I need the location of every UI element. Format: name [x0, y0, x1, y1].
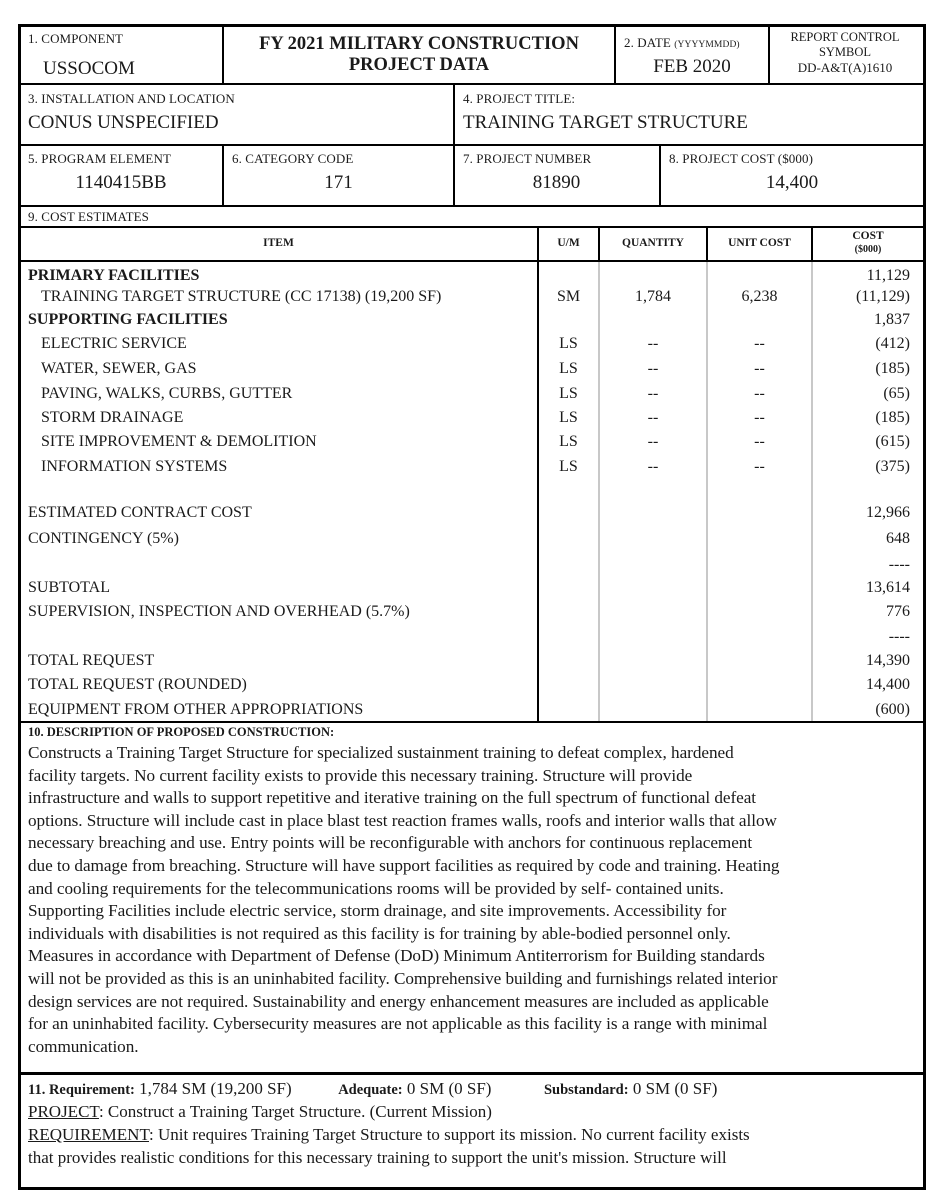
col-header-item: ITEM: [263, 237, 294, 249]
description-line: due to damage from breaching. Structure will have support facilities as required by code and training. Heating: [28, 855, 780, 875]
table-row-um: LS: [559, 385, 578, 402]
description-line: for an uninhabited facility. Cybersecurity measures are not applicable as this facility is a range with minimal: [28, 1014, 768, 1034]
table-row-um: [539, 310, 598, 330]
adequate-value: 0 SM (0 SF): [406, 1079, 492, 1098]
table-row-quantity: --: [647, 409, 659, 426]
table-row-um: LS: [559, 409, 578, 426]
table-row-unit-cost: --: [754, 409, 765, 426]
summary-row-cost: ----: [888, 628, 910, 645]
program-element-label: 5. PROGRAM ELEMENT: [28, 151, 171, 166]
table-row-quantity: [600, 310, 706, 330]
table-row-item: TRAINING TARGET STRUCTURE (CC 17138) (19,200 SF): [41, 288, 442, 305]
table-row-quantity: --: [647, 385, 659, 402]
installation-label: 3. INSTALLATION AND LOCATION: [28, 91, 235, 106]
date-label: [624, 35, 740, 51]
table-row-quantity: [600, 266, 706, 286]
table-row-quantity: 1,784: [635, 288, 671, 305]
table-row-cost: (185): [875, 409, 910, 426]
requirement-text-line2: that provides realistic conditions for this necessary training to support the unit's mission. Structure will: [28, 1148, 727, 1167]
rcs-line1: REPORT CONTROL: [790, 30, 900, 44]
summary-row-item: SUBTOTAL: [28, 579, 110, 596]
program-element-value: 1140415BB: [75, 172, 167, 193]
col-header-quantity: QUANTITY: [622, 237, 684, 249]
description-label: 10. DESCRIPTION OF PROPOSED CONSTRUCTION:: [28, 725, 335, 739]
table-row-um: LS: [559, 433, 578, 450]
description-line: necessary breaching and use. Entry points will be reconfigurable with anchors for continuous replacement: [28, 833, 753, 853]
table-row-item: STORM DRAINAGE: [41, 409, 184, 426]
form-title: [224, 34, 614, 76]
divider: [18, 721, 923, 723]
table-row-unit-cost: [708, 266, 811, 286]
summary-row-item: SUPERVISION, INSPECTION AND OVERHEAD (5.7%): [28, 603, 410, 620]
table-row-um: LS: [559, 360, 578, 377]
table-row-cost: (615): [875, 433, 910, 450]
table-row-cost: (375): [875, 458, 910, 475]
description-line: facility targets. No current facility exists to provide this necessary training. Structure will provide: [28, 765, 693, 785]
table-row-item: WATER, SEWER, GAS: [41, 360, 197, 377]
project-number-value: 81890: [532, 172, 581, 193]
table-row-um: LS: [559, 335, 578, 352]
summary-row-cost: 648: [886, 530, 910, 547]
requirement-value: 1,784 SM (19,200 SF): [139, 1079, 292, 1098]
table-row-item: ELECTRIC SERVICE: [41, 335, 187, 352]
table-row-um: LS: [559, 458, 578, 475]
form-title-line2: PROJECT DATA: [348, 55, 490, 75]
project-heading: PROJECT: [28, 1102, 99, 1121]
description-line: Constructs a Training Target Structure for specialized sustainment training to defeat complex, hardened: [28, 743, 734, 762]
divider: [18, 205, 923, 207]
divider: [18, 1072, 923, 1075]
report-control-symbol: [770, 30, 920, 75]
installation-value: CONUS UNSPECIFIED: [28, 112, 219, 133]
col-header-um: U/M: [557, 237, 580, 249]
substandard-label: Substandard:: [543, 1082, 629, 1098]
project-title-label: 4. PROJECT TITLE:: [463, 91, 576, 106]
table-row-unit-cost: 6,238: [741, 288, 778, 305]
cost-estimates-label: 9. COST ESTIMATES: [28, 209, 150, 224]
col-header-cost-line1: COST: [852, 230, 884, 242]
table-row-unit-cost: --: [754, 385, 765, 402]
project-text: : Construct a Training Target Structure. (Current Mission): [98, 1102, 492, 1121]
table-row-um: [539, 266, 598, 286]
description-line: options. Structure will include cast in place blast test reaction frames walls, roofs and interior walls that allow: [28, 810, 777, 830]
component-label: 1. COMPONENT: [28, 31, 124, 46]
table-row-unit-cost: --: [754, 433, 765, 450]
description-line: infrastructure and walls to support repetitive and iterative training on the full spectrum of functional defeat: [28, 788, 757, 808]
summary-row-cost: 14,400: [866, 676, 910, 693]
description-text: [28, 742, 923, 1058]
table-row-cost: (185): [875, 360, 910, 377]
table-row-unit-cost: --: [754, 458, 765, 475]
divider: [18, 83, 923, 85]
table-row-cost: (65): [883, 385, 910, 402]
table-row-cost: 11,129: [866, 267, 910, 284]
table-row-unit-cost: --: [754, 360, 765, 377]
table-row-um: SM: [556, 288, 581, 305]
table-row-quantity: --: [647, 360, 659, 377]
requirement-line: [28, 1078, 717, 1101]
summary-row-item: ESTIMATED CONTRACT COST: [28, 504, 252, 521]
requirement-heading: REQUIREMENT: [28, 1125, 149, 1144]
adequate-label: Adequate:: [338, 1082, 403, 1098]
table-row-quantity: --: [647, 433, 659, 450]
table-row-item: PAVING, WALKS, CURBS, GUTTER: [41, 385, 293, 402]
divider: [453, 85, 455, 145]
divider: [598, 261, 600, 722]
table-row-item: SUPPORTING FACILITIES: [28, 311, 228, 328]
summary-row-cost: 14,390: [866, 652, 910, 669]
summary-row-item: CONTINGENCY (5%): [28, 530, 179, 547]
category-code-value: 171: [324, 172, 353, 193]
table-row-cost: (412): [875, 335, 910, 352]
description-line: design services are not required. Sustainability and energy enhancement measures are included as applicable: [28, 991, 769, 1011]
project-number-label: 7. PROJECT NUMBER: [463, 151, 592, 166]
col-header-unit-cost: UNIT COST: [728, 237, 791, 249]
summary-row-item: TOTAL REQUEST (ROUNDED): [28, 676, 247, 693]
project-cost-value: 14,400: [765, 172, 819, 193]
summary-row-item: EQUIPMENT FROM OTHER APPROPRIATIONS: [28, 701, 364, 718]
date-label-text: 2. DATE: [624, 35, 671, 50]
table-row-item: PRIMARY FACILITIES: [28, 267, 200, 284]
divider: [18, 144, 923, 146]
requirement-label: 11. Requirement:: [28, 1082, 135, 1098]
requirement-text: : Unit requires Training Target Structure to support its mission. No current facility exists: [148, 1125, 750, 1144]
project-line: [28, 1101, 492, 1123]
rcs-line3: DD-A&T(A)1610: [797, 60, 893, 75]
date-format: (YYYYMMDD): [674, 40, 740, 50]
divider: [18, 260, 923, 262]
description-line: will not be provided as this is an uninhabited facility. Comprehensive building and furnishings related interior: [28, 968, 778, 988]
table-row-cost: 1,837: [874, 311, 910, 328]
table-row-quantity: --: [647, 335, 659, 352]
summary-row-item: TOTAL REQUEST: [28, 652, 155, 669]
requirement-text-line: [28, 1124, 750, 1146]
description-line: individuals with disabilities is not required as this facility is for training by able-bodied personnel only.: [28, 923, 731, 943]
divider: [706, 261, 708, 722]
divider: [18, 226, 923, 228]
table-row-cost: (11,129): [855, 288, 910, 305]
description-line: communication.: [28, 1036, 139, 1056]
table-row-item: SITE IMPROVEMENT & DEMOLITION: [41, 433, 317, 450]
table-row-unit-cost: --: [754, 335, 765, 352]
table-row-item: INFORMATION SYSTEMS: [41, 458, 228, 475]
date-value: FEB 2020: [653, 56, 731, 77]
summary-row-cost: (600): [875, 701, 910, 718]
col-header-cost: [813, 230, 923, 256]
summary-row-cost: 12,966: [866, 504, 910, 521]
summary-row-cost: 13,614: [866, 579, 910, 596]
col-header-cost-line2: ($000): [854, 244, 882, 255]
description-line: Measures in accordance with Department of Defense (DoD) Minimum Antiterrorism for Building standards: [28, 946, 765, 966]
summary-row-cost: ----: [888, 556, 910, 573]
substandard-value: 0 SM (0 SF): [632, 1079, 718, 1098]
summary-row-cost: 776: [886, 603, 910, 620]
table-row-quantity: --: [647, 458, 659, 475]
project-title-value: TRAINING TARGET STRUCTURE: [463, 112, 748, 133]
description-line: Supporting Facilities include electric service, storm drainage, and site improvements. Accessibility for: [28, 901, 727, 921]
form-title-line1: FY 2021 MILITARY CONSTRUCTION: [259, 34, 579, 54]
component-value: USSOCOM: [43, 58, 135, 79]
category-code-label: 6. CATEGORY CODE: [232, 151, 354, 166]
table-row-unit-cost: [708, 310, 811, 330]
rcs-line2: SYMBOL: [818, 45, 872, 59]
project-cost-label: 8. PROJECT COST ($000): [669, 151, 814, 166]
description-line: and cooling requirements for the telecommunications rooms will be provided by self- contained units.: [28, 878, 724, 898]
